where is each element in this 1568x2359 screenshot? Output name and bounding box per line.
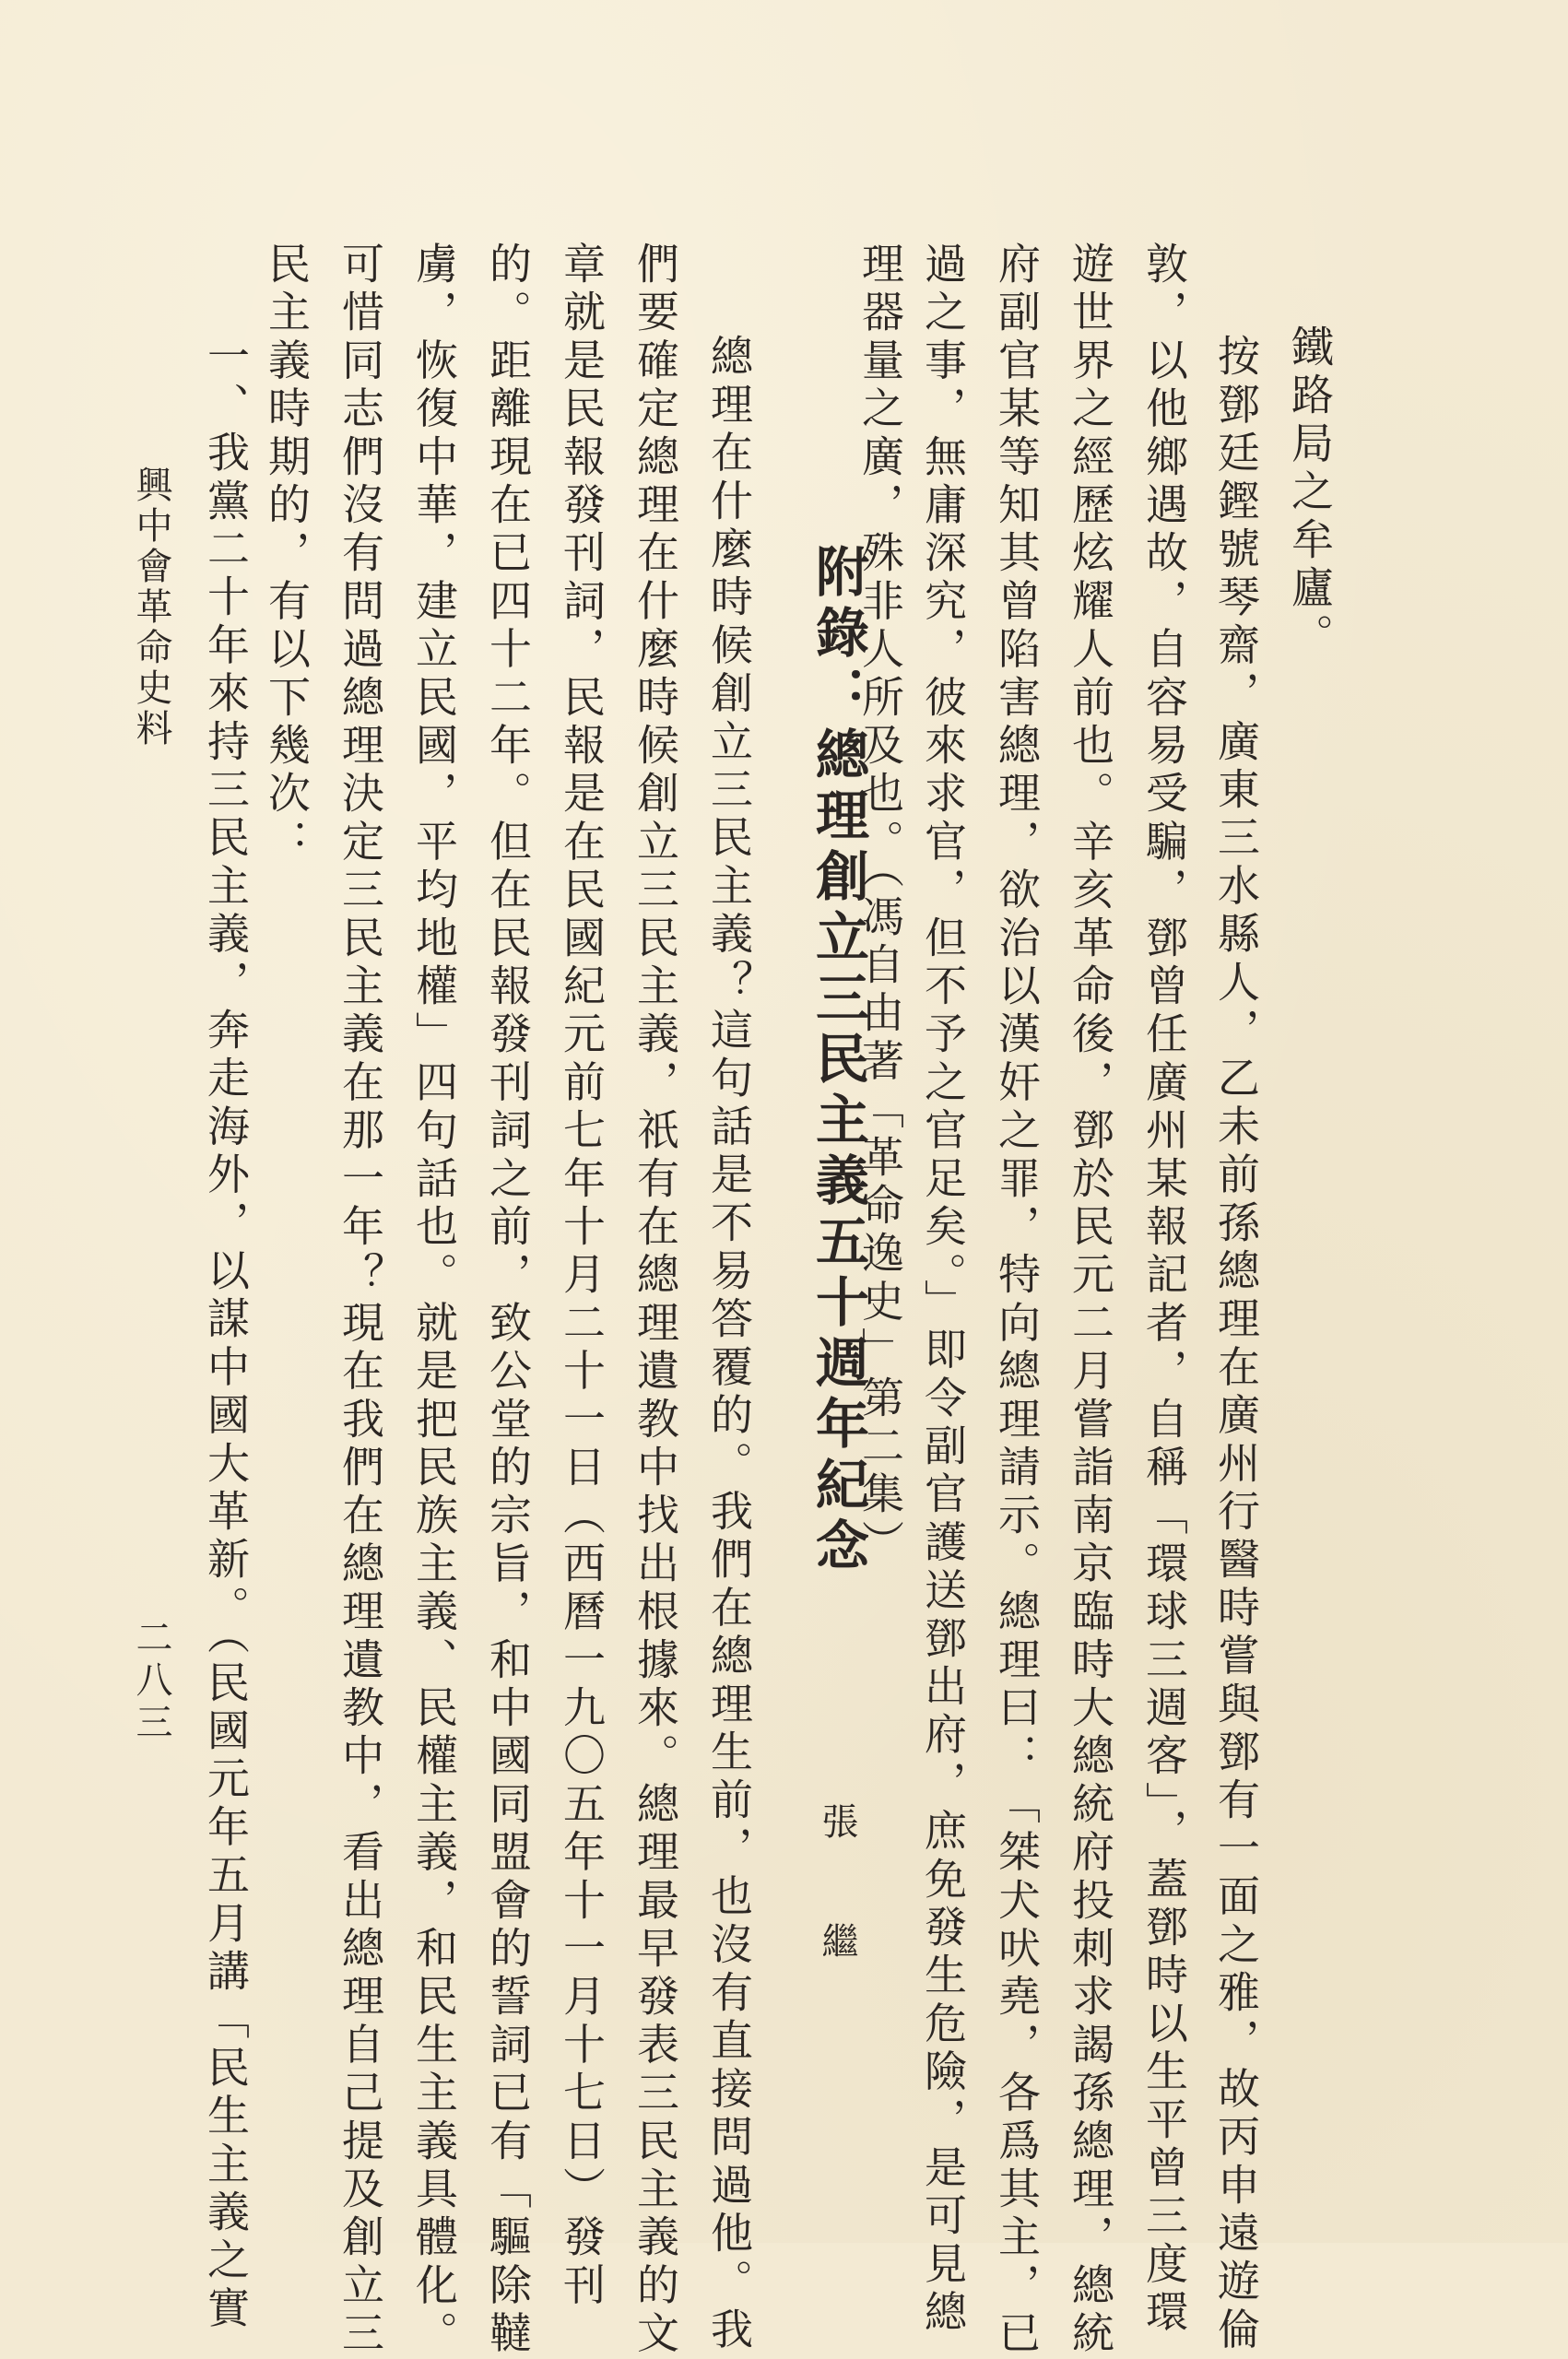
text-line: 民主義時期的，有以下幾次： bbox=[262, 242, 312, 867]
page-number: 二八三 bbox=[130, 1618, 172, 1745]
text-line: 過之事，無庸深究，彼來求官，但不予之官足矣。」即令副官護送鄧出府，庶免發生危險，是可見總 bbox=[918, 242, 968, 2338]
text-line: 敦，以他鄉遇故，自容易受騙，鄧曾任廣州某報記者，自稱「環球三週客」，蓋鄧時以生平曾三度環 bbox=[1139, 242, 1189, 2338]
text-line: 虜，恢復中華，建立民國，平均地權」四句話也。就是把民族主義、民權主義，和民生主義具體化。 bbox=[409, 242, 459, 2359]
text-line: 按鄧廷鏗號琴齋，廣東三水縣人，乙未前孫總理在廣州行醫時嘗與鄧有一面之雅，故丙申遠遊倫 bbox=[1211, 286, 1261, 2355]
article-author: 張繼 bbox=[816, 1802, 858, 2042]
text-line: 府副官某等知其曾陷害總理，欲治以漢奸之罪，特向總理請示。總理曰：「桀犬吠堯，各爲其主，已 bbox=[992, 242, 1042, 2359]
text-line: 理器量之廣，殊非人所及也。（馮自由著「革命逸史」第二集） bbox=[855, 242, 905, 1568]
text-line: 鐵路局之牟廬。 bbox=[1285, 324, 1335, 662]
text-line: 的。距離現在已四十二年。但在民報發刊詞之前，致公堂的宗旨，和中國同盟會的誓詞已有「驅除韃 bbox=[483, 242, 533, 2359]
running-title: 興中會革命史料 bbox=[130, 466, 172, 749]
text-line: 遊世界之經歷炫耀人前也。辛亥革命後，鄧於民元二月嘗詣南京臨時大總統府投刺求謁孫總理，總統 bbox=[1066, 242, 1115, 2359]
text-line: 們要確定總理在什麼時候創立三民主義，祇有在總理遺教中找出根據來。總理最早發表三民主義的文 bbox=[631, 242, 680, 2359]
text-line: 可惜同志們沒有問過總理決定三民主義在那一年？現在我們在總理遺教中，看出總理自己提及創立三 bbox=[336, 242, 385, 2359]
text-line: 一、我黨二十年來持三民主義，奔走海外，以謀中國大革新。（民國元年五月講「民生主義之實 bbox=[201, 286, 251, 2334]
text-line: 章就是民報發刊詞，民報是在民國紀元前七年十月二十一日（西曆一九〇五年十一月十七日）發刊 bbox=[557, 242, 607, 2311]
article-title: 附錄：總理創立三民主義五十週年紀念 bbox=[807, 544, 869, 1578]
text-line: 總理在什麼時候創立三民主義？這句話是不易答覆的。我們在總理生前，也沒有直接問過他。我 bbox=[704, 286, 754, 2355]
